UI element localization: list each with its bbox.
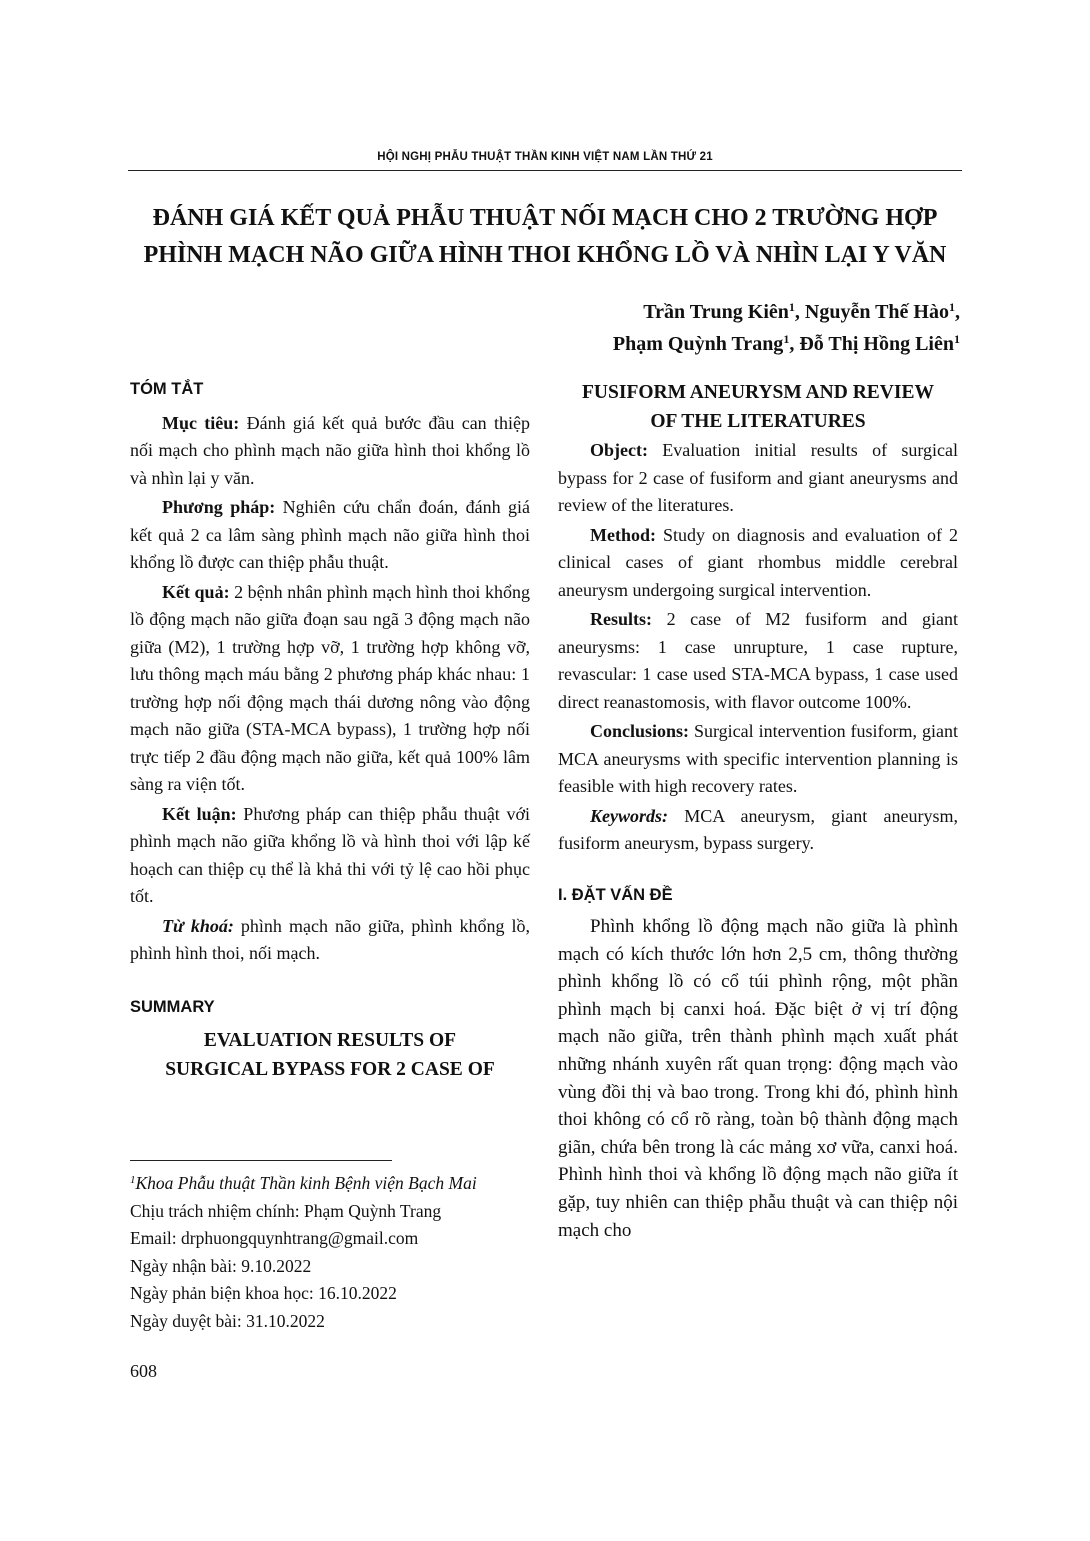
- objective-text: Đánh giá kết quả bước đầu can thiệp nối mạch cho phình mạch não giữa hình thoi khổng lồ và nhìn lại y văn.: [130, 412, 530, 488]
- results-text: 2 bệnh nhân phình mạch hình thoi khổng lồ động mạch não giữa đoạn sau ngã 3 động mạch não giữa (M2), 1 trường hợp vỡ, 1 trường hợp không vỡ, lưu thông mạch máu bằng 2 phương pháp khác nhau: 1 trường hợp nối động mạch thái dương nông vào động mạch não giữa (STA-MCA bypass), 1 trường hợp nối trực tiếp 2 đầu động mạch não giữa, kết quả 100% lâm sàng ra viện tốt.: [130, 581, 530, 794]
- abstract-conclusion: [130, 801, 530, 911]
- footnote-reviewed: Ngày phản biện khoa học: 16.10.2022: [130, 1283, 397, 1303]
- author-name: Đỗ Thị Hồng Liên: [799, 333, 954, 355]
- author-separator: ,: [794, 301, 805, 323]
- author-line-2: [613, 328, 960, 360]
- footnote-received: Ngày nhận bài: 9.10.2022: [130, 1255, 312, 1276]
- summary-results: [558, 606, 958, 716]
- keywords-label: Từ khoá:: [162, 915, 234, 936]
- keywords-text: phình mạch não giữa, phình khổng lồ, phình hình thoi, nối mạch.: [130, 915, 531, 963]
- keywords-text: MCA aneurysm, giant aneurysm, fusiform aneurysm, bypass surgery.: [558, 805, 958, 853]
- affiliation-text: Khoa Phẫu thuật Thần kinh Bệnh viện Bạch Mai: [135, 1173, 477, 1193]
- title-line-1: ĐÁNH GIÁ KẾT QUẢ PHẪU THUẬT NỐI MẠCH CHO 2 TRƯỜNG HỢP: [152, 205, 938, 231]
- summary-keywords: [558, 803, 958, 858]
- keywords-label: Keywords:: [590, 805, 668, 826]
- conclusions-text: Surgical intervention fusiform, giant MCA aneurysms with specific intervention planning is feasible with high recovery rates.: [558, 721, 958, 796]
- footnotes: [130, 1170, 550, 1335]
- results-label: Results:: [590, 609, 652, 629]
- summary-method: [558, 522, 958, 605]
- abstract-objective: [130, 410, 530, 493]
- conclusions-label: Conclusions:: [590, 721, 690, 741]
- intro-paragraph: Phình khổng lồ động mạch não giữa là phình mạch có kích thước lớn hơn 2,5 cm, thông thường phình khổng lồ có cổ túi phình rộng, một phần phình mạch bị canxi hoá. Đặc biệt ở vị trí động mạch não giữa, trên thành phình mạch xuất phát những nhánh xuyên rất quan trọng: động mạch vào vùng đồi thị và bao trong. Trong khi đó, phình hình thoi không có cổ rõ ràng, toàn bộ thành động mạch giãn, chứa bên trong là các mảng xơ vữa, canxi hoá. Phình hình thoi và khổng lồ động mạch não giữa ít gặp, tuy nhiên can thiệp phẫu thuật và can thiệp nội mạch cho: [558, 916, 958, 1241]
- abstract-results: [130, 579, 530, 799]
- author-name: Phạm Quỳnh Trang: [612, 333, 784, 355]
- title-line-2: PHÌNH MẠCH NÃO GIỮA HÌNH THOI KHỔNG LỒ VÀ NHÌN LẠI Y VĂN: [143, 242, 947, 268]
- object-text: Evaluation initial results of surgical bypass for 2 case of fusiform and giant aneurysms and review of the literatures.: [558, 440, 958, 515]
- author-separator: ,: [955, 301, 960, 323]
- conclusion-label: Kết luận:: [162, 803, 237, 824]
- summary-title-line: OF THE LITERATURES: [650, 411, 866, 432]
- method-text: Study on diagnosis and evaluation of 2 clinical cases of giant rhombus middle cerebral aneurysm undergoing surgical intervention.: [558, 524, 958, 600]
- running-header: HỘI NGHỊ PHẪU THUẬT THẦN KINH VIỆT NAM LẦN THỨ 21: [377, 151, 713, 163]
- footnote-affiliation: [130, 1170, 550, 1198]
- method-label: Phương pháp:: [162, 497, 276, 517]
- method-text: Nghiên cứu chẩn đoán, đánh giá kết quả 2 ca lâm sàng phình mạch não giữa hình thoi khổng lồ được can thiệp phẫu thuật.: [130, 497, 531, 572]
- summary-title-line: FUSIFORM ANEURYSM AND REVIEW: [582, 382, 934, 403]
- footnote-corresponding: Chịu trách nhiệm chính: Phạm Quỳnh Trang: [130, 1200, 442, 1221]
- abstract-method: [130, 494, 530, 577]
- results-text: 2 case of M2 fusiform and giant aneurysms: 1 case unrupture, 1 case rupture, revascular: 1 case used STA-MCA bypass, 1 case used direct reanastomosis, with flavor outcome 100%.: [558, 609, 958, 712]
- author-list: [613, 296, 960, 360]
- intro-heading: I. ĐẶT VẤN ĐỀ: [558, 885, 673, 904]
- author-affiliation-mark: 1: [788, 300, 795, 314]
- author-affiliation-mark: 1: [783, 332, 790, 346]
- footnote-rule: [130, 1160, 392, 1161]
- right-column: [558, 376, 958, 1246]
- author-affiliation-mark: 1: [954, 332, 960, 346]
- header-rule: [128, 170, 962, 171]
- object-label: Object:: [590, 440, 648, 460]
- summary-object: [558, 437, 958, 520]
- conclusion-text: Phương pháp can thiệp phẫu thuật với phình mạch não giữa khổng lồ và hình thoi với lập kế hoạch can thiệp cụ thể là khả thi với tỷ lệ cao hồi phục tốt.: [130, 803, 530, 906]
- summary-title-line: SURGICAL BYPASS FOR 2 CASE OF: [165, 1059, 495, 1080]
- abstract-heading: TÓM TẮT: [130, 380, 204, 398]
- author-affiliation-mark: 1: [949, 300, 955, 314]
- affiliation-mark: 1: [130, 1174, 136, 1186]
- footnote-email: Email: drphuongquynhtrang@gmail.com: [130, 1228, 419, 1248]
- footnote-accepted: Ngày duyệt bài: 31.10.2022: [130, 1310, 325, 1331]
- summary-title-line: EVALUATION RESULTS OF: [203, 1030, 457, 1051]
- abstract-keywords: [130, 913, 530, 968]
- summary-conclusions: [558, 718, 958, 801]
- author-name: Trần Trung Kiên: [643, 301, 789, 323]
- page-number: 608: [130, 1361, 157, 1381]
- author-name: Nguyễn Thế Hào: [804, 301, 949, 323]
- paper-title: [128, 200, 962, 274]
- results-label: Kết quả:: [162, 581, 230, 602]
- objective-label: Mục tiêu:: [162, 412, 240, 433]
- author-line-1: [613, 296, 960, 328]
- author-separator: ,: [789, 333, 800, 355]
- left-column: [130, 376, 530, 1085]
- method-label: Method:: [590, 524, 656, 545]
- summary-heading: SUMMARY: [130, 997, 215, 1016]
